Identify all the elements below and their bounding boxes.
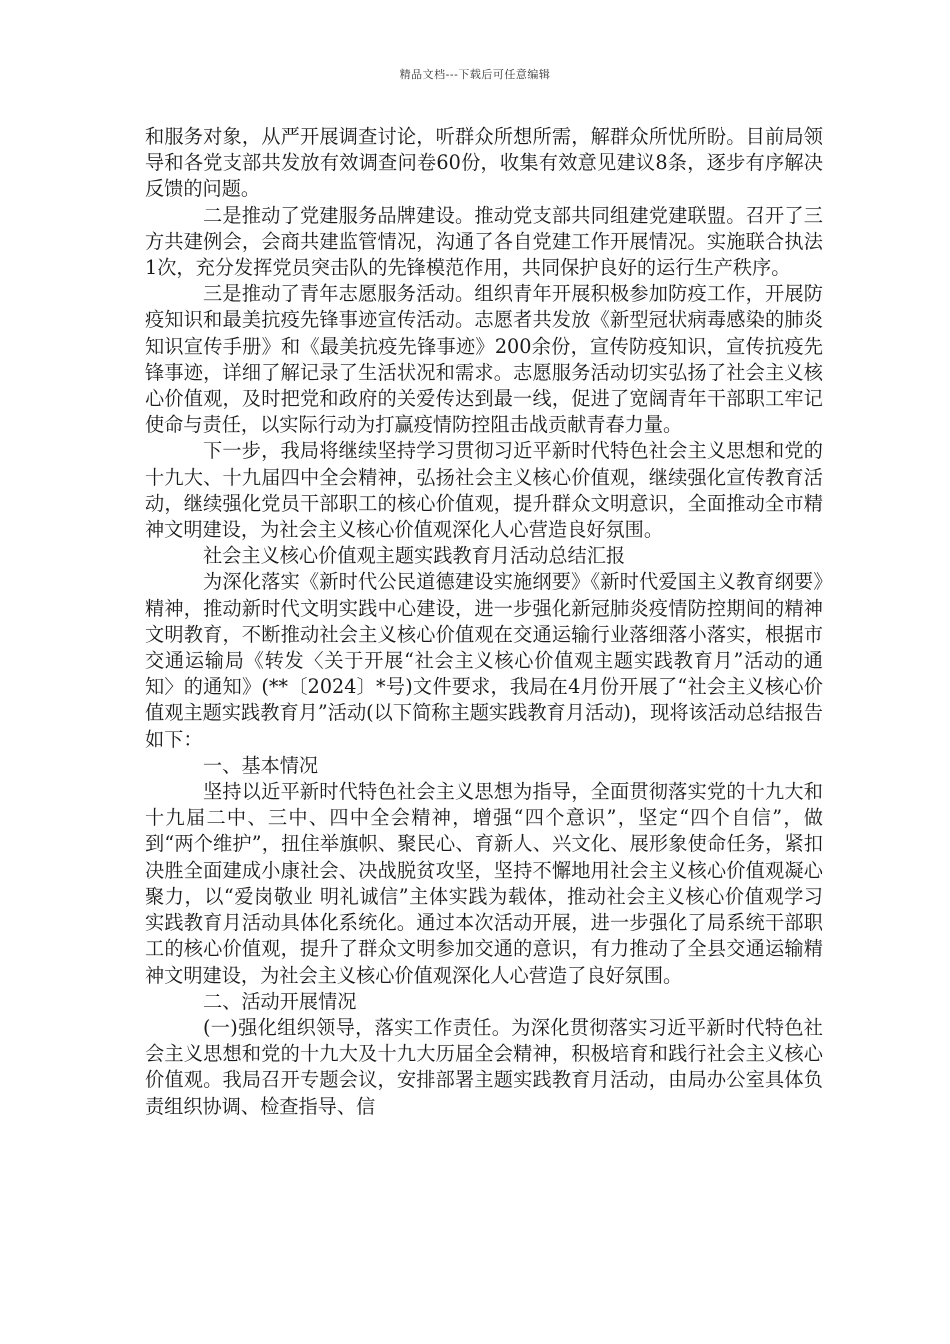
paragraph: (一)强化组织领导，落实工作责任。为深化贯彻落实习近平新时代特色社会主义思想和党的十九大及十九大历届全会精神，积极培育和践行社会主义核心价值观。我局召开专题会议，安排部署主题实践教育月活动，由局办公室具体负责组织协调、检查指导、信 <box>145 1015 823 1118</box>
paragraph: 坚持以近平新时代特色社会主义思想为指导，全面贯彻落实党的十九大和十九届二中、三中、四中全会精神，增强“四个意识”，坚定“四个自信”，做到“两个维护”，扭住举旗帜、聚民心、育新人、兴文化、展形象使命任务，紧扣决胜全面建成小康社会、决战脱贫攻坚，坚持不懈地用社会主义核心价值观凝心聚力，以“爱岗敬业 明礼诚信”主体实践为载体，推动社会主义核心价值观学习实践教育月活动具体化系统化。通过本次活动开展，进一步强化了局系统干部职工的核心价值观，提升了群众文明参加交通的意识，有力推动了全县交通运输精神文明建设，为社会主义核心价值观深化人心营造了良好氛围。 <box>145 780 823 987</box>
paragraph: 二是推动了党建服务品牌建设。推动党支部共同组建党建联盟。召开了三方共建例会，会商共建监管情况，沟通了各自党建工作开展情况。实施联合执法1次，充分发挥党员突击队的先锋模范作用，共同保护良好的运行生产秩序。 <box>145 203 823 280</box>
section-heading: 一、基本情况 <box>203 753 319 777</box>
section-title: 社会主义核心价值观主题实践教育月活动总结汇报 <box>203 544 626 568</box>
paragraph: 下一步，我局将继续坚持学习贯彻习近平新时代特色社会主义思想和党的十九大、十九届四中全会精神，弘扬社会主义核心价值观，继续强化宣传教育活动，继续强化党员干部职工的核心价值观，提升群众文明意识，全面推动全市精神文明建设，为社会主义核心价值观深化人心营造良好氛围。 <box>145 439 823 542</box>
section-heading: 二、活动开展情况 <box>203 989 357 1013</box>
document-body <box>145 124 823 1120</box>
page-header: 精品文档---下载后可任意编辑 <box>399 68 551 81</box>
paragraph: 三是推动了青年志愿服务活动。组织青年开展积极参加防疫工作，开展防疫知识和最美抗疫先锋事迹宣传活动。志愿者共发放《新型冠状病毒感染的肺炎知识宣传手册》和《最美抗疫先锋事迹》200余份，宣传防疫知识，宣传抗疫先锋事迹，详细了解记录了生活状况和需求。志愿服务活动切实弘扬了社会主义核心价值观，及时把党和政府的关爱传达到最一线，促进了宽阔青年干部职工牢记使命与责任，以实际行动为打赢疫情防控阻击战贡献青春力量。 <box>145 282 823 437</box>
paragraph: 和服务对象，从严开展调查讨论，听群众所想所需，解群众所忧所盼。目前局领导和各党支部共发放有效调查问卷60份，收集有效意见建议8条，逐步有序解决反馈的问题。 <box>145 125 823 201</box>
paragraph: 为深化落实《新时代公民道德建设实施纲要》《新时代爱国主义教育纲要》精神，推动新时代文明实践中心建设，进一步强化新冠肺炎疫情防控期间的精神文明教育，不断推动社会主义核心价值观在交通运输行业落细落小落实，根据市交通运输局《转发〈关于开展“社会主义核心价值观主题实践教育月”活动的通知〉的通知》(**〔2024〕*号)文件要求，我局在4月份开展了“社会主义核心价值观主题实践教育月”活动(以下简称主题实践教育月活动)，现将该活动总结报告如下： <box>145 570 823 751</box>
